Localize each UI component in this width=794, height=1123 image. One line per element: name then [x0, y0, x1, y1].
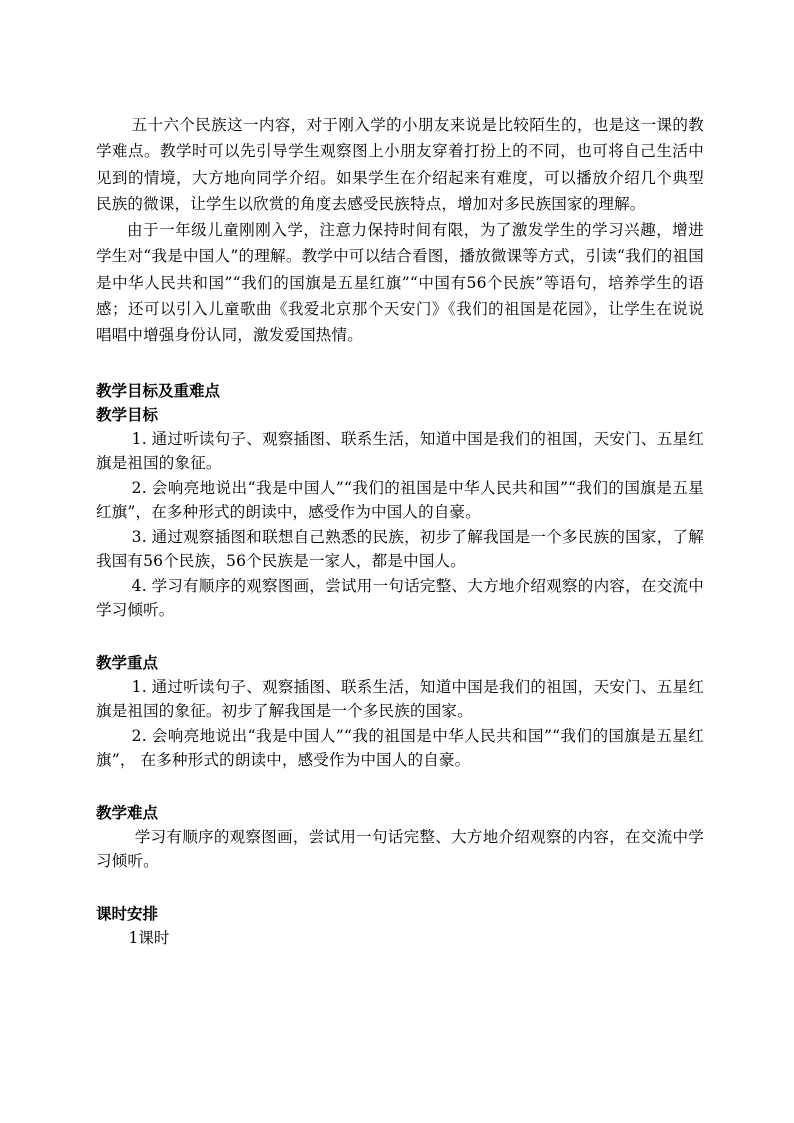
intro-paragraph-2: 由于一年级儿童刚刚入学，注意力保持时间有限，为了激发学生的学习兴趣，增进学生对“我是中国人”的理解。教学中可以结合看图，播放微课等方式，引读“我们的祖国是中华人民共和国”“我们的国旗是五星红旗”“中国有56个民族”等语句，培养学生的语感；还可以引入儿童歌曲《我爱北京那个天安门》《我们的祖国是花园》，让学生在说说唱唱中增强身份认同，激发爱国热情。 [96, 221, 704, 345]
goal-item-2 [96, 476, 704, 525]
goal-item-1 [96, 427, 704, 476]
key-point-item-2 [96, 724, 704, 773]
goal-item-text: 学习有顺序的观察图画，尝试用一句话完整、大方地介绍观察的内容，在交流中学习倾听。 [96, 576, 704, 620]
difficulty-heading: 教学难点 [96, 802, 159, 822]
schedule-heading: 课时安排 [96, 903, 159, 923]
spacer [96, 349, 704, 379]
goal-item-number: 3. [131, 527, 147, 546]
schedule-text: 1课时 [128, 928, 170, 947]
goal-item-text: 通过观察插图和联想自己熟悉的民族，初步了解我国是一个多民族的国家，了解我国有56个民族，56个民族是一家人，都是中国人。 [96, 527, 704, 571]
spacer [96, 773, 704, 801]
goal-item-3 [96, 525, 704, 574]
document-page [96, 112, 704, 950]
key-points-heading: 教学重点 [96, 652, 159, 672]
key-point-text: 会响亮地说出“我是中国人”“我的祖国是中华人民共和国”“我们的国旗是五星红旗”， 在多种形式的朗读中，感受作为中国人的自豪。 [96, 726, 704, 770]
goal-item-text: 通过听读句子、观察插图、联系生活，知道中国是我们的祖国，天安门、五星红旗是祖国的象征。 [96, 429, 704, 473]
key-point-item-1 [96, 675, 704, 724]
goal-item-number: 2. [131, 478, 147, 497]
intro-paragraph-1: 五十六个民族这一内容，对于刚入学的小朋友来说是比较陌生的，也是这一课的教学难点。教学时可以先引导学生观察图上小朋友穿着打扮上的不同，也可将自己生活中见到的情境，大方地向同学介绍。如果学生在介绍起来有难度，可以播放介绍几个典型民族的微课，让学生以欣赏的角度去感受民族特点，增加对多民族国家的理解。 [96, 116, 704, 213]
key-point-number: 2. [131, 726, 147, 745]
difficulty-text: 学习有顺序的观察图画，尝试用一句话完整、大方地介绍观察的内容，在交流中学习倾听。 [96, 827, 704, 871]
spacer [96, 623, 704, 651]
goal-item-4 [96, 574, 704, 623]
key-point-text: 通过听读句子、观察插图、联系生活，知道中国是我们的祖国，天安门、五星红旗是祖国的象征。初步了解我国是一个多民族的国家。 [96, 677, 704, 721]
goal-item-number: 4. [131, 576, 147, 595]
goals-heading: 教学目标 [96, 404, 159, 424]
key-point-number: 1. [131, 677, 147, 696]
section-title: 教学目标及重难点 [96, 380, 221, 400]
goal-item-text: 会响亮地说出“我是中国人”“我们的祖国是中华人民共和国”“我们的国旗是五星红旗”，在多种形式的朗读中，感受作为中国人的自豪。 [96, 478, 704, 522]
goal-item-number: 1. [131, 429, 147, 448]
spacer [96, 874, 704, 902]
